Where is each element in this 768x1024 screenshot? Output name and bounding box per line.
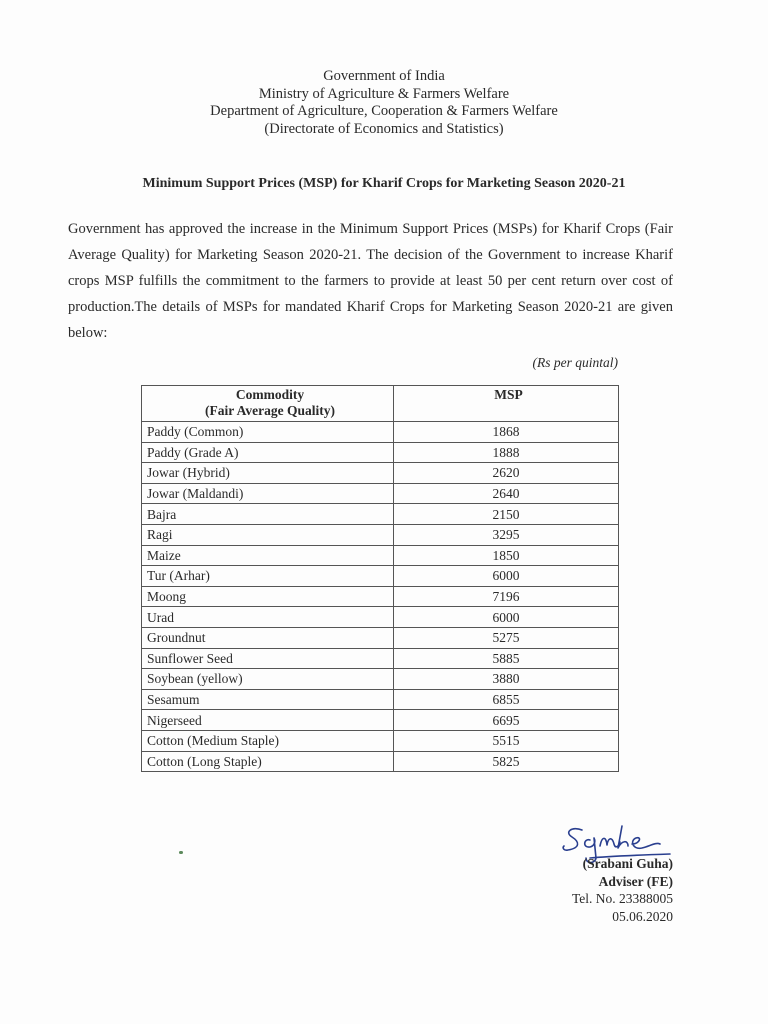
commodity-cell: Tur (Arhar): [142, 566, 394, 587]
table-row: [142, 710, 619, 731]
table-row: [142, 627, 619, 648]
commodity-cell: Soybean (yellow): [142, 669, 394, 690]
signatory-name: (Srabani Guha): [582, 856, 673, 871]
commodity-cell: Paddy (Common): [142, 422, 394, 443]
table-row: [142, 442, 619, 463]
msp-value-cell: 3295: [394, 524, 619, 545]
table-row: [142, 524, 619, 545]
msp-value-cell: 6000: [394, 607, 619, 628]
letterhead: [0, 68, 768, 138]
msp-value-cell: 5885: [394, 648, 619, 669]
document-title: Minimum Support Prices (MSP) for Kharif Crops for Marketing Season 2020-21: [142, 176, 626, 191]
commodity-cell: Cotton (Medium Staple): [142, 730, 394, 751]
msp-value-cell: 1850: [394, 545, 619, 566]
table-row: [142, 751, 619, 772]
msp-value-cell: 1888: [394, 442, 619, 463]
commodity-cell: Sunflower Seed: [142, 648, 394, 669]
table-row: [142, 586, 619, 607]
table-row: [142, 483, 619, 504]
intro-paragraph: Government has approved the increase in the Minimum Support Prices (MSPs) for Kharif Crops (Fair Average Quality) for Marketing Season 2020-21. The decision of the Government to increase Kharif crops MSP fulfills the commitment to the farmers to provide at least 50 per cent return over cost of production.The details of MSPs for mandated Kharif Crops for Marketing Season 2020-21 are given below:: [68, 221, 673, 341]
letterhead-directorate: (Directorate of Economics and Statistics): [264, 120, 504, 137]
msp-value-cell: 5275: [394, 627, 619, 648]
commodity-cell: Paddy (Grade A): [142, 442, 394, 463]
commodity-cell: Nigerseed: [142, 710, 394, 731]
table-row: [142, 730, 619, 751]
commodity-header-label: Commodity: [235, 387, 305, 402]
table-row: [142, 504, 619, 525]
commodity-header-sublabel: (Fair Average Quality): [205, 403, 335, 418]
msp-value-cell: 3880: [394, 669, 619, 690]
commodity-cell: Maize: [142, 545, 394, 566]
table-row: [142, 463, 619, 484]
msp-value-cell: 2640: [394, 483, 619, 504]
commodity-cell: Jowar (Hybrid): [142, 463, 394, 484]
letterhead-ministry: Ministry of Agriculture & Farmers Welfare: [258, 85, 510, 102]
msp-value-cell: 1868: [394, 422, 619, 443]
table-row: [142, 648, 619, 669]
table-row: [142, 689, 619, 710]
signatory-date: 05.06.2020: [612, 908, 673, 924]
table-row: [142, 607, 619, 628]
msp-value-cell: 5515: [394, 730, 619, 751]
commodity-column-header: [142, 386, 394, 422]
ink-speck: [179, 851, 183, 854]
signatory-telephone: Tel. No. 23388005: [571, 891, 673, 906]
table-row: [142, 566, 619, 587]
table-row: [142, 422, 619, 443]
unit-note: (Rs per quintal): [532, 355, 618, 370]
commodity-cell: Groundnut: [142, 627, 394, 648]
commodity-cell: Ragi: [142, 524, 394, 545]
commodity-cell: Cotton (Long Staple): [142, 751, 394, 772]
commodity-cell: Moong: [142, 586, 394, 607]
msp-value-cell: 6695: [394, 710, 619, 731]
msp-table: [141, 385, 619, 772]
letterhead-government: Government of India: [323, 68, 445, 84]
table-row: [142, 669, 619, 690]
commodity-cell: Urad: [142, 607, 394, 628]
commodity-cell: Sesamum: [142, 689, 394, 710]
msp-value-cell: 2150: [394, 504, 619, 525]
signatory-designation: Adviser (FE): [598, 873, 673, 889]
msp-value-cell: 5825: [394, 751, 619, 772]
msp-table-body: [142, 422, 619, 772]
msp-column-header: MSP: [394, 386, 619, 422]
commodity-cell: Jowar (Maldandi): [142, 483, 394, 504]
letterhead-department: Department of Agriculture, Cooperation & Farmers Welfare: [210, 103, 558, 119]
msp-value-cell: 6855: [394, 689, 619, 710]
msp-value-cell: 6000: [394, 566, 619, 587]
msp-value-cell: 7196: [394, 586, 619, 607]
table-row: [142, 545, 619, 566]
signatory-block: [572, 855, 673, 925]
commodity-cell: Bajra: [142, 504, 394, 525]
msp-table-header-row: [142, 386, 619, 422]
msp-value-cell: 2620: [394, 463, 619, 484]
